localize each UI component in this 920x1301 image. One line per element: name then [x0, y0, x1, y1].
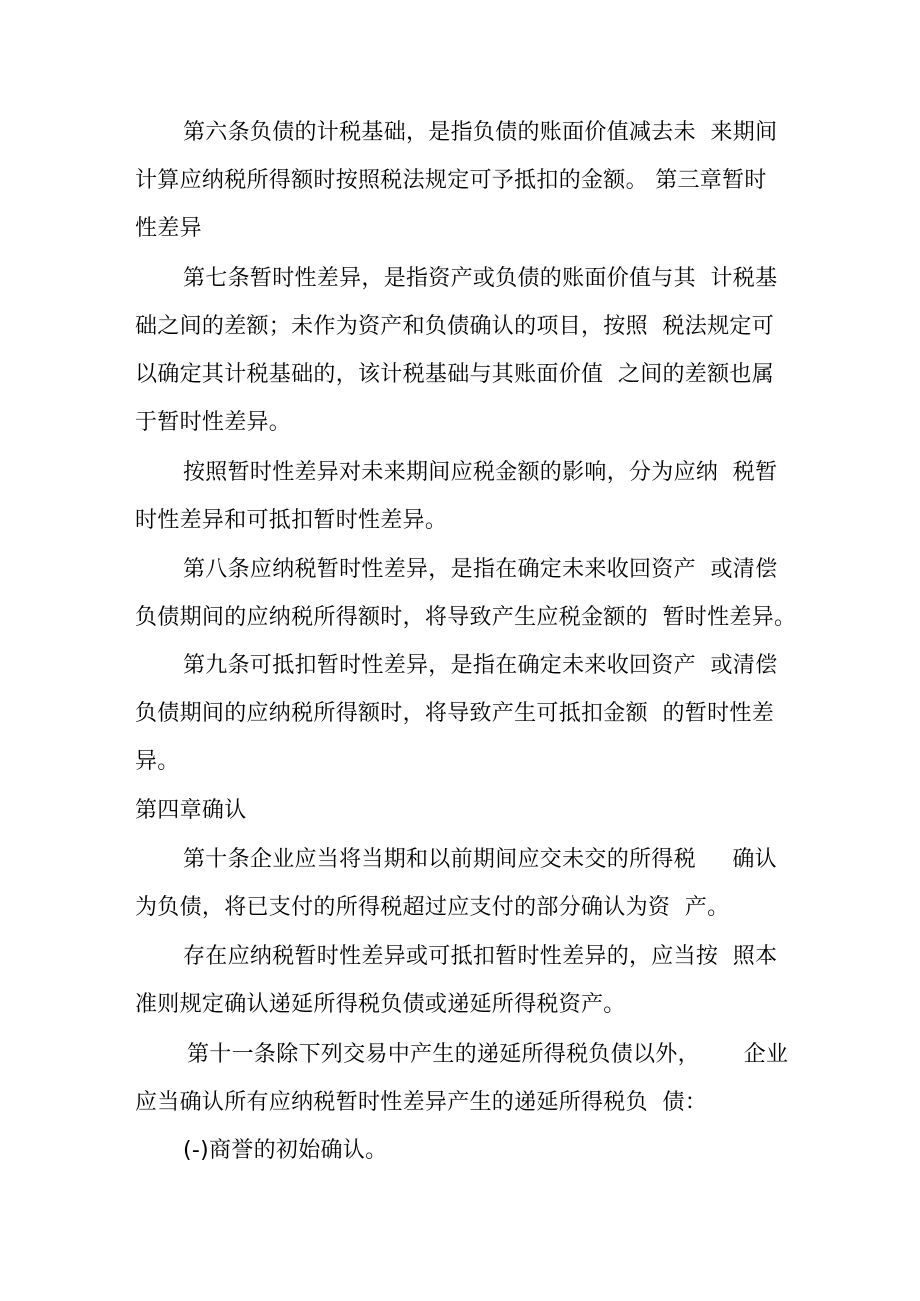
text-line-3: 性差异	[135, 216, 202, 241]
text-line-6: 以确定其计税基础的，该计税基础与其账面价值 之间的差额也属	[135, 362, 774, 387]
chapter-heading: 第四章确认	[135, 798, 247, 823]
text-line-13: 负债期间的应纳税所得额时，将导致产生可抵扣金额 的暂时性差	[135, 701, 774, 726]
text-line-7: 于暂时性差异。	[135, 410, 292, 435]
text-line-9: 时性差异和可抵扣暂时性差异。	[135, 508, 448, 533]
text-line-5: 础之间的差额；未作为资产和负债确认的项目，按照 税法规定可	[135, 314, 774, 339]
text-line-16: 第十条企业应当将当期和以前期间应交未交的所得税 确认	[183, 847, 777, 872]
text-line-1: 第六条负债的计税基础，是指负债的账面价值减去未 来期间	[183, 120, 778, 145]
text-line-17: 为负债，将已支付的所得税超过应支付的部分确认为资 产。	[135, 895, 730, 920]
text-line-4: 第七条暂时性差异，是指资产或负债的账面价值与其 计税基	[183, 266, 778, 291]
text-line-18: 存在应纳税暂时性差异或可抵扣暂时性差异的，应当按 照本	[183, 944, 778, 969]
text-line-12: 第九条可抵扣暂时性差异，是指在确定未来收回资产 或清偿	[183, 653, 778, 678]
text-line-19: 准则规定确认递延所得税负债或递延所得税资产。	[135, 992, 626, 1017]
text-line-21: 应当确认所有应纳税暂时性差异产生的递延所得税负 债：	[135, 1090, 708, 1115]
text-line-2: 计算应纳税所得额时按照税法规定可予抵扣的金额。 第三章暂时	[135, 168, 767, 193]
text-line-8: 按照暂时性差异对未来期间应税金额的影响，分为应纳 税暂	[183, 460, 778, 485]
text-line-11: 负债期间的应纳税所得额时，将导致产生应税金额的 暂时性差异。	[135, 605, 797, 630]
text-line-20: 第十一条除下列交易中产生的递延所得税负债以外， 企业	[187, 1042, 789, 1067]
text-line-10: 第八条应纳税暂时性差异，是指在确定未来收回资产 或清偿	[183, 557, 778, 582]
text-line-22: (-)商誉的初始确认。	[183, 1138, 388, 1163]
text-line-14: 异。	[135, 749, 180, 774]
